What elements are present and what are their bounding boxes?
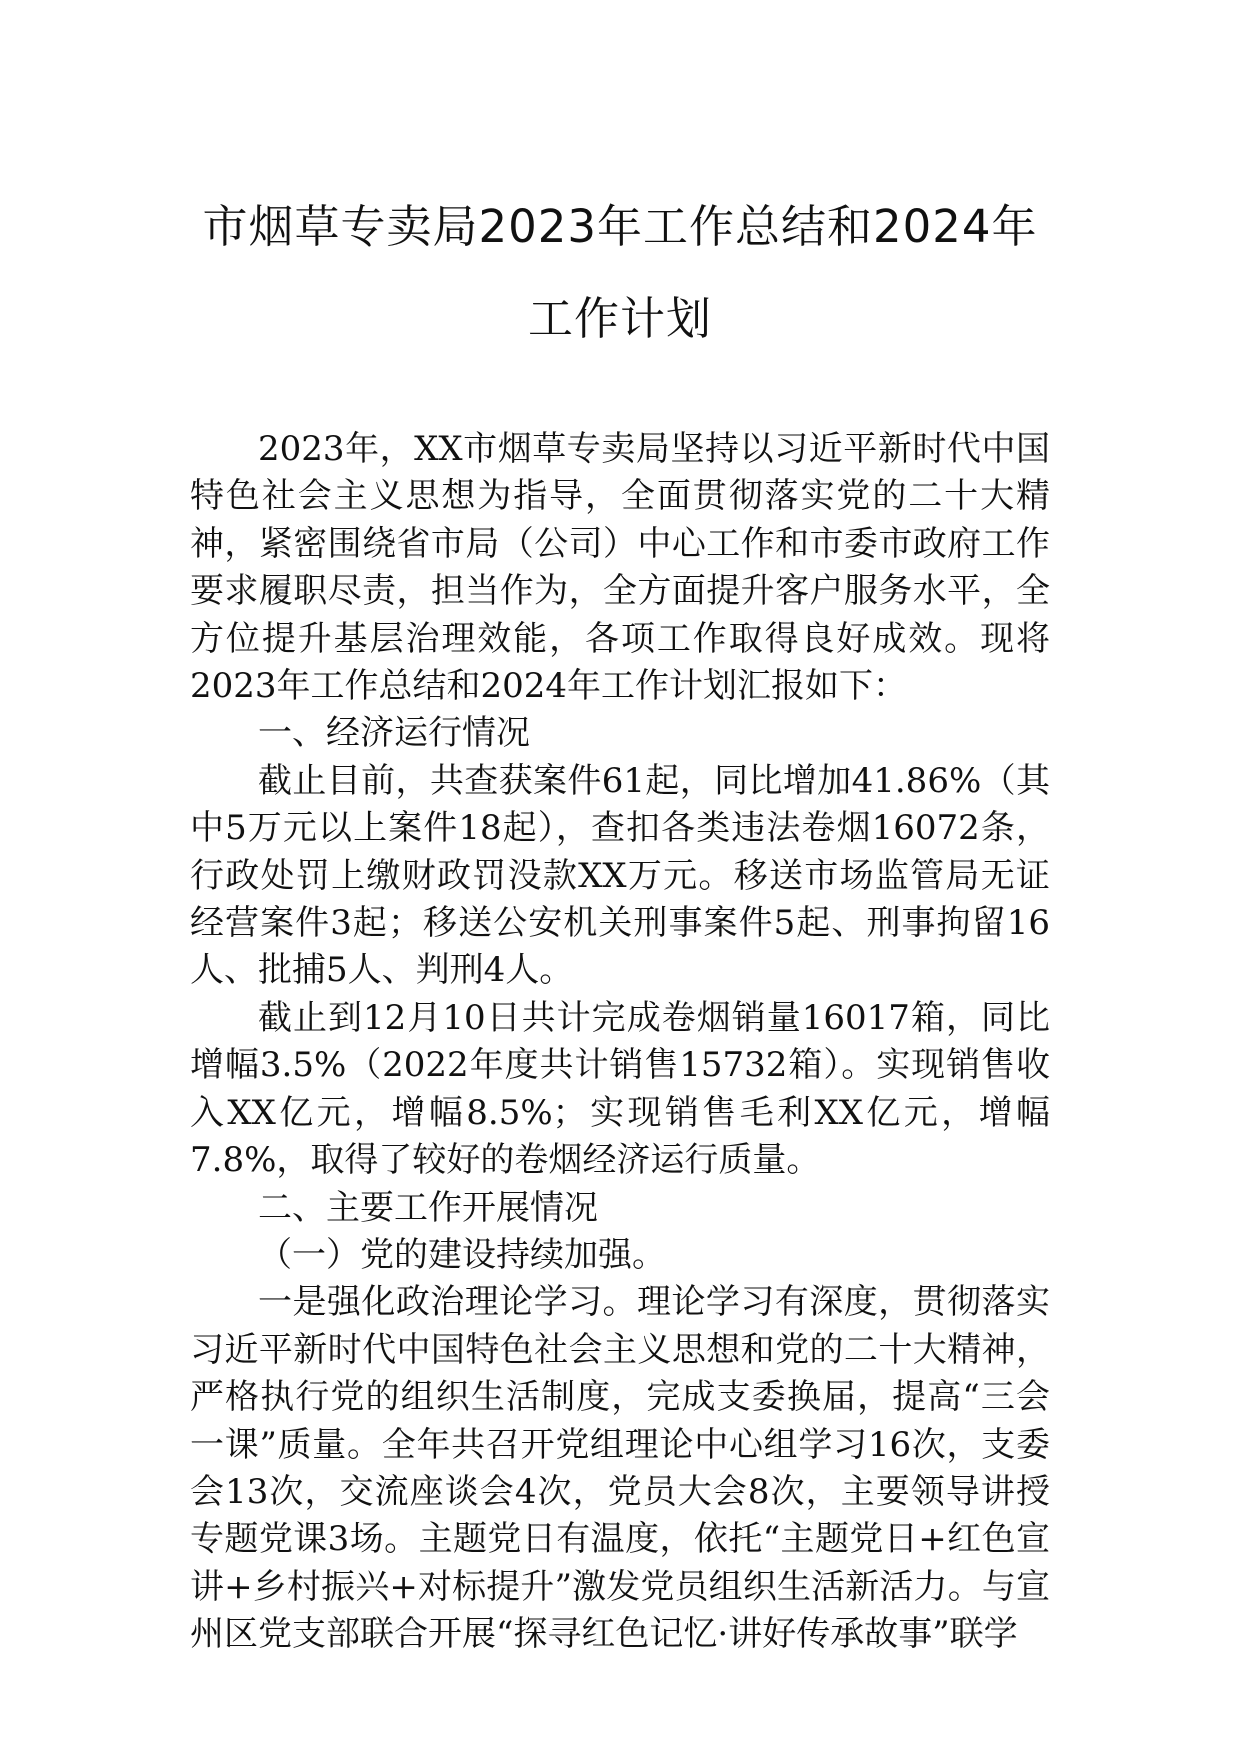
paragraph-case-statistics: 截止目前，共查获案件61起，同比增加41.86%（其中5万元以上案件18起），查扣各类违法卷烟16072条，行政处罚上缴财政罚没款XX万元。移送市场监管局无证经营案件3起；移送公安机关刑事案件5起、刑事拘留16人、批捕5人、判刑4人。 bbox=[190, 760, 1050, 991]
document-title-line-1: 市烟草专卖局2023年工作总结和2024年 bbox=[202, 200, 1038, 253]
subsection-heading-party-building: （一）党的建设持续加强。 bbox=[258, 1234, 666, 1275]
document-title-line-2: 工作计划 bbox=[527, 292, 712, 345]
section-heading-main-work: 二、主要工作开展情况 bbox=[258, 1187, 598, 1228]
paragraph-sales-statistics: 截止到12月10日共计完成卷烟销量16017箱，同比增幅3.5%（2022年度共计销售15732箱）。实现销售收入XX亿元，增幅8.5%；实现销售毛利XX亿元，增幅7.8%，取得了较好的卷烟经济运行质量。 bbox=[190, 997, 1050, 1181]
document-body bbox=[190, 426, 1050, 1659]
section-heading-economic-operation: 一、经济运行情况 bbox=[258, 713, 530, 754]
paragraph-political-study: 一是强化政治理论学习。理论学习有深度，贯彻落实习近平新时代中国特色社会主义思想和党的二十大精神，严格执行党的组织生活制度，完成支委换届，提高“三会一课”质量。全年共召开党组理论中心组学习16次，支委会13次，交流座谈会4次，党员大会8次，主要领导讲授专题党课3场。主题党日有温度，依托“主题党日+红色宣讲+乡村振兴+对标提升”激发党员组织生活新活力。与宣州区党支部联合开展“探寻红色记忆·讲好传承故事”联学 bbox=[190, 1282, 1050, 1655]
intro-paragraph: 2023年，XX市烟草专卖局坚持以习近平新时代中国特色社会主义思想为指导，全面贯彻落实党的二十大精神，紧密围绕省市局（公司）中心工作和市委市政府工作要求履职尽责，担当作为，全方面提升客户服务水平，全方位提升基层治理效能，各项工作取得良好成效。现将2023年工作总结和2024年工作计划汇报如下： bbox=[190, 429, 1050, 707]
